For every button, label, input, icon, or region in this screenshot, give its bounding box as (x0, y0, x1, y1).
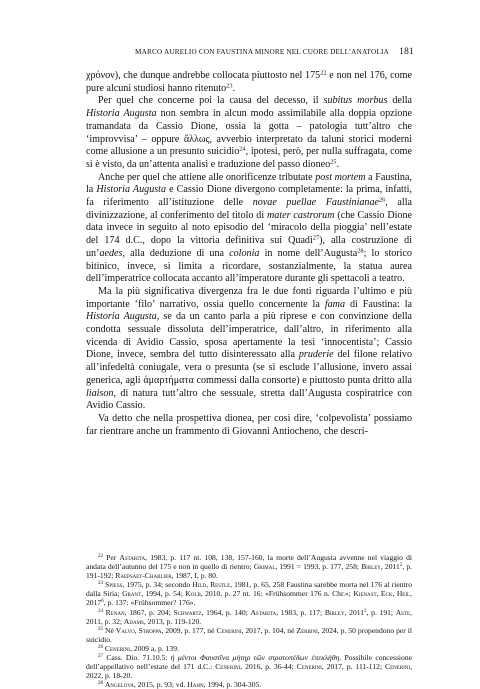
author-name: Spiess (105, 580, 123, 590)
footnote-number: 24 (98, 608, 103, 614)
text-run: e non nel 176, come pure alcuni studiosi hanno ritenuto (86, 70, 412, 94)
italic-term: novae puellae Faustinianae (252, 197, 379, 209)
text-run: , ipotesi, però, per nulla suffragata, come si è visto, da un’attenta analisi e traduzione del passo dioneo (86, 146, 412, 170)
text-run: , 1994, p. 304-305. (203, 680, 262, 689)
text-run: , 2009 a, p. 139. (129, 643, 179, 653)
text-run: , (206, 580, 211, 590)
italic-term: Historia Augusta (96, 184, 167, 196)
author-name: Schwartz (173, 607, 202, 617)
text-run: , 2009, p. 177, né (161, 625, 217, 635)
author-name: Birley (361, 562, 381, 572)
text-run: Va detto che nella prospettiva dionea, per così dire, ‘colpevolista’ possiamo far rientrare anche un frammento di Giovanni Antiocheno, che descri- (86, 412, 412, 437)
footnote-number: 22 (98, 554, 103, 559)
text-run: in nome dell’Augusta (259, 247, 358, 259)
text-run: (che Cassio Dione data invece in seguito al noto episodio del ‘miracolo della pioggia’ nell’estate del 174 d.C., dopo la vittoria definitiva sui Quadi (86, 209, 412, 247)
italic-term: mater castrorum (267, 209, 335, 221)
text-run: Ma la più significativa divergenza fra le due fonti riguarda l’ultimo e più importante ‘filo’ narrativo, ossia quello concernente la (86, 285, 412, 310)
text-run: , 2016, p. 36-44; (240, 662, 297, 672)
author-name: Hahn (187, 680, 204, 689)
footnote-ref[interactable]: 27 (312, 234, 320, 242)
footnote (86, 644, 412, 653)
footnote-number: 23 (98, 581, 103, 587)
footnote-ref[interactable]: 25 (330, 158, 337, 166)
paragraph (86, 95, 412, 171)
author-name: Astarita (119, 553, 146, 562)
author-name: Stroppa (138, 625, 162, 635)
footnote (86, 553, 412, 580)
italic-term: Historia Augusta (86, 108, 157, 120)
text-run: , 1994, p. 54; (141, 589, 186, 599)
text-run: , 2015, p. 93; vd. (133, 680, 188, 689)
footnote-ref[interactable]: 28 (357, 247, 364, 255)
italic-term: liaison (86, 387, 114, 399)
text-run: . (232, 82, 235, 94)
author-name: Angelova (104, 680, 134, 689)
footnote (86, 608, 412, 626)
text-run: , 2013, p. 119-120. (143, 616, 202, 626)
text-run: χρόνον), che dunque andrebbe collocata piuttosto nel 175 (86, 70, 321, 81)
text-run: , 1983, p. 117; (276, 607, 325, 617)
text-run: , (134, 625, 139, 635)
italic-term: Historia Augusta (86, 311, 157, 323)
footnote-number: 25 (98, 626, 103, 632)
footnote (86, 580, 412, 607)
text-run: , 2024, p. 50 propendono per il suicidio. (86, 625, 412, 644)
running-header (135, 47, 414, 57)
author-name: Cenerini (296, 662, 322, 672)
footnote (86, 653, 412, 680)
text-run: , 2011, p. 32; (86, 607, 412, 626)
quoted-greek: ἡ μέντοι Φαυστῖνα μήτηρ τῶν στρατοπέδων ἐπεκλήθη (170, 653, 340, 663)
text-run: , 1981, p. 65, 258 Faustina sarebbe morta nel 176 al rientro dalla Siria; (86, 580, 412, 599)
author-name: Cenerini (216, 625, 242, 635)
text-run: , 2011 (380, 562, 400, 572)
text-run: , p. 191; (366, 607, 396, 617)
author-name: Eck (380, 589, 393, 599)
text-run: Per quel che concerne poi la causa del decesso, il (98, 95, 324, 107)
text-run: Per (103, 553, 120, 562)
text-run: , 2017, p. 104, né (241, 625, 297, 635)
paragraph (86, 413, 412, 438)
main-text (86, 70, 412, 438)
author-name: Cenerini (215, 662, 241, 672)
paragraph (86, 172, 412, 286)
text-run: , 2017 (86, 589, 412, 608)
author-name: Aste (395, 607, 411, 617)
paragraph (86, 70, 412, 95)
page-number: 181 (399, 47, 414, 57)
paragraph (86, 286, 412, 413)
text-run: Cass. Dio. 71.10.5: (103, 653, 171, 663)
text-run: Nè (103, 625, 116, 635)
text-run: , 2022, p. 18-20. (86, 662, 412, 681)
text-run: della (387, 95, 413, 107)
author-name: Cenerini (385, 662, 411, 672)
running-title: MARCO AURELIO CON FAUSTINA MINORE NEL CUORE DELL’ANATOLIA (135, 48, 389, 56)
italic-term: colonia (229, 247, 260, 259)
author-name: Birley (324, 607, 345, 617)
text-run: e Cassio Dione divergono completamente: la prima, infatti, fa riferimento all’istituzione delle (86, 184, 412, 209)
text-run: di Faustina: la (345, 298, 413, 310)
text-run: , (392, 589, 397, 599)
text-run: , 1987, I, p. 80. (171, 571, 218, 581)
text-run: . (336, 158, 339, 170)
footnote-ref[interactable]: 26 (379, 196, 386, 204)
text-run: , p. 191-192; (86, 562, 413, 581)
author-name: Zerbini (296, 625, 318, 635)
edition-number: 6 (101, 599, 104, 605)
author-name: Restle (210, 580, 231, 590)
author-name: Raepsaet-Charlier (115, 571, 172, 581)
text-run: , 2011 (344, 607, 365, 617)
text-run: ; lo storico bitinico, invece, si limita a ricordare, sostanzialmente, la statua aurea dell’imperatrice collocata accanto all’imperatore durante gli spettacoli a teatro. (86, 247, 412, 285)
text-run: Anche per quel che attiene alle onorificenze tributate (98, 171, 316, 183)
text-run: , 1991 = 1993, p. 177, 258; (275, 562, 362, 572)
author-name: Grant (122, 589, 142, 599)
italic-term: subitus morbus (323, 95, 388, 107)
footnote (86, 626, 412, 644)
footnote-number: 28 (98, 681, 103, 687)
footnote-ref[interactable]: 23 (226, 82, 233, 90)
edition-number: 2 (364, 608, 367, 614)
author-name: Astarita (250, 607, 277, 617)
italic-term: fama (324, 298, 345, 310)
footnote-ref[interactable]: 24 (239, 145, 246, 153)
author-name: Adams (123, 616, 144, 626)
text-run: non sembra in alcun modo assimilabile alla doppia opzione tramandata da Cassio Dione, ossia la gotta – patologia tutt’altro che ‘improvvisa’ – oppure ἄλλως, avverbio interpretato da taluni storici moderni come allusione a un presunto suicidio (86, 108, 412, 158)
author-name: Renan (105, 607, 125, 617)
italic-term: pruderie (298, 349, 334, 361)
author-name: Grimal (253, 562, 276, 572)
text-run: , 2017, p. 111-112; (321, 662, 386, 672)
text-run: del filone relativo all’infedeltà coniugale, vera o presunta (se si esclude l’allusione, invero assai generica, agli ἁμαρτήματα commessi dalla consorte) e piuttosto punta dritto alla (86, 349, 413, 386)
text-run: , alla deduzione di una (122, 247, 230, 259)
footnote (86, 680, 412, 689)
text-run: , 1964, p. 140; (201, 607, 251, 617)
text-run: ), alla costruzione di un’ (86, 235, 413, 259)
text-run: . Possibile concessione dell’appellativo nell’estate del 171 d.C.: (86, 653, 413, 672)
text-run: , alla divinizzazione, al conferimento del titolo di (86, 197, 412, 221)
text-run: , 1975, p. 34; secondo (122, 580, 193, 590)
author-name: Heil (396, 589, 411, 599)
text-run: , 1867, p. 204; (124, 607, 174, 617)
footnotes (86, 553, 412, 689)
text-run: , p. 137: «Frühsommer? 176». (103, 598, 196, 608)
text-run: , 2010, p. 27 nt. 16: «Frühsommer 176 n. Chr.»; (200, 589, 354, 599)
text-run: a Faustina, la (86, 171, 412, 196)
italic-term: aedes (99, 247, 123, 259)
author-name: Valvo (115, 625, 135, 635)
edition-number: 2 (399, 563, 403, 569)
text-run: , se da un canto parla a più riprese e con convinzione della condotta sessuale dissoluta dell’imperatrice, dall’altro, in riferimento alla vicenda di Avidio Cassio, sposa apertamente la tesi ‘innocentista’; Cassio Dione, invece, sembra del tutto disinteressato alla (86, 311, 412, 361)
text-run: , 1983, p. 117 nt. 108, 138, 157-160, la morte dell’Augusta avvenne nel viaggio di andata dell’autunno del 175 e non in quello di rientro; (86, 553, 412, 572)
text-run: , (376, 589, 381, 599)
author-name: Kienast (353, 589, 377, 599)
text-run: , di natura tutt’altro che sessuale, stretta dall’Augusta cospiratrice con Avidio Cassio. (86, 387, 412, 412)
footnote-number: 26 (98, 644, 103, 650)
author-name: Cenerini (104, 643, 130, 653)
italic-term: post mortem (315, 171, 366, 183)
author-name: Hild (192, 580, 207, 590)
author-name: Kolb (185, 589, 201, 599)
footnote-number: 27 (98, 654, 103, 660)
footnote-ref[interactable]: 22 (320, 69, 327, 77)
